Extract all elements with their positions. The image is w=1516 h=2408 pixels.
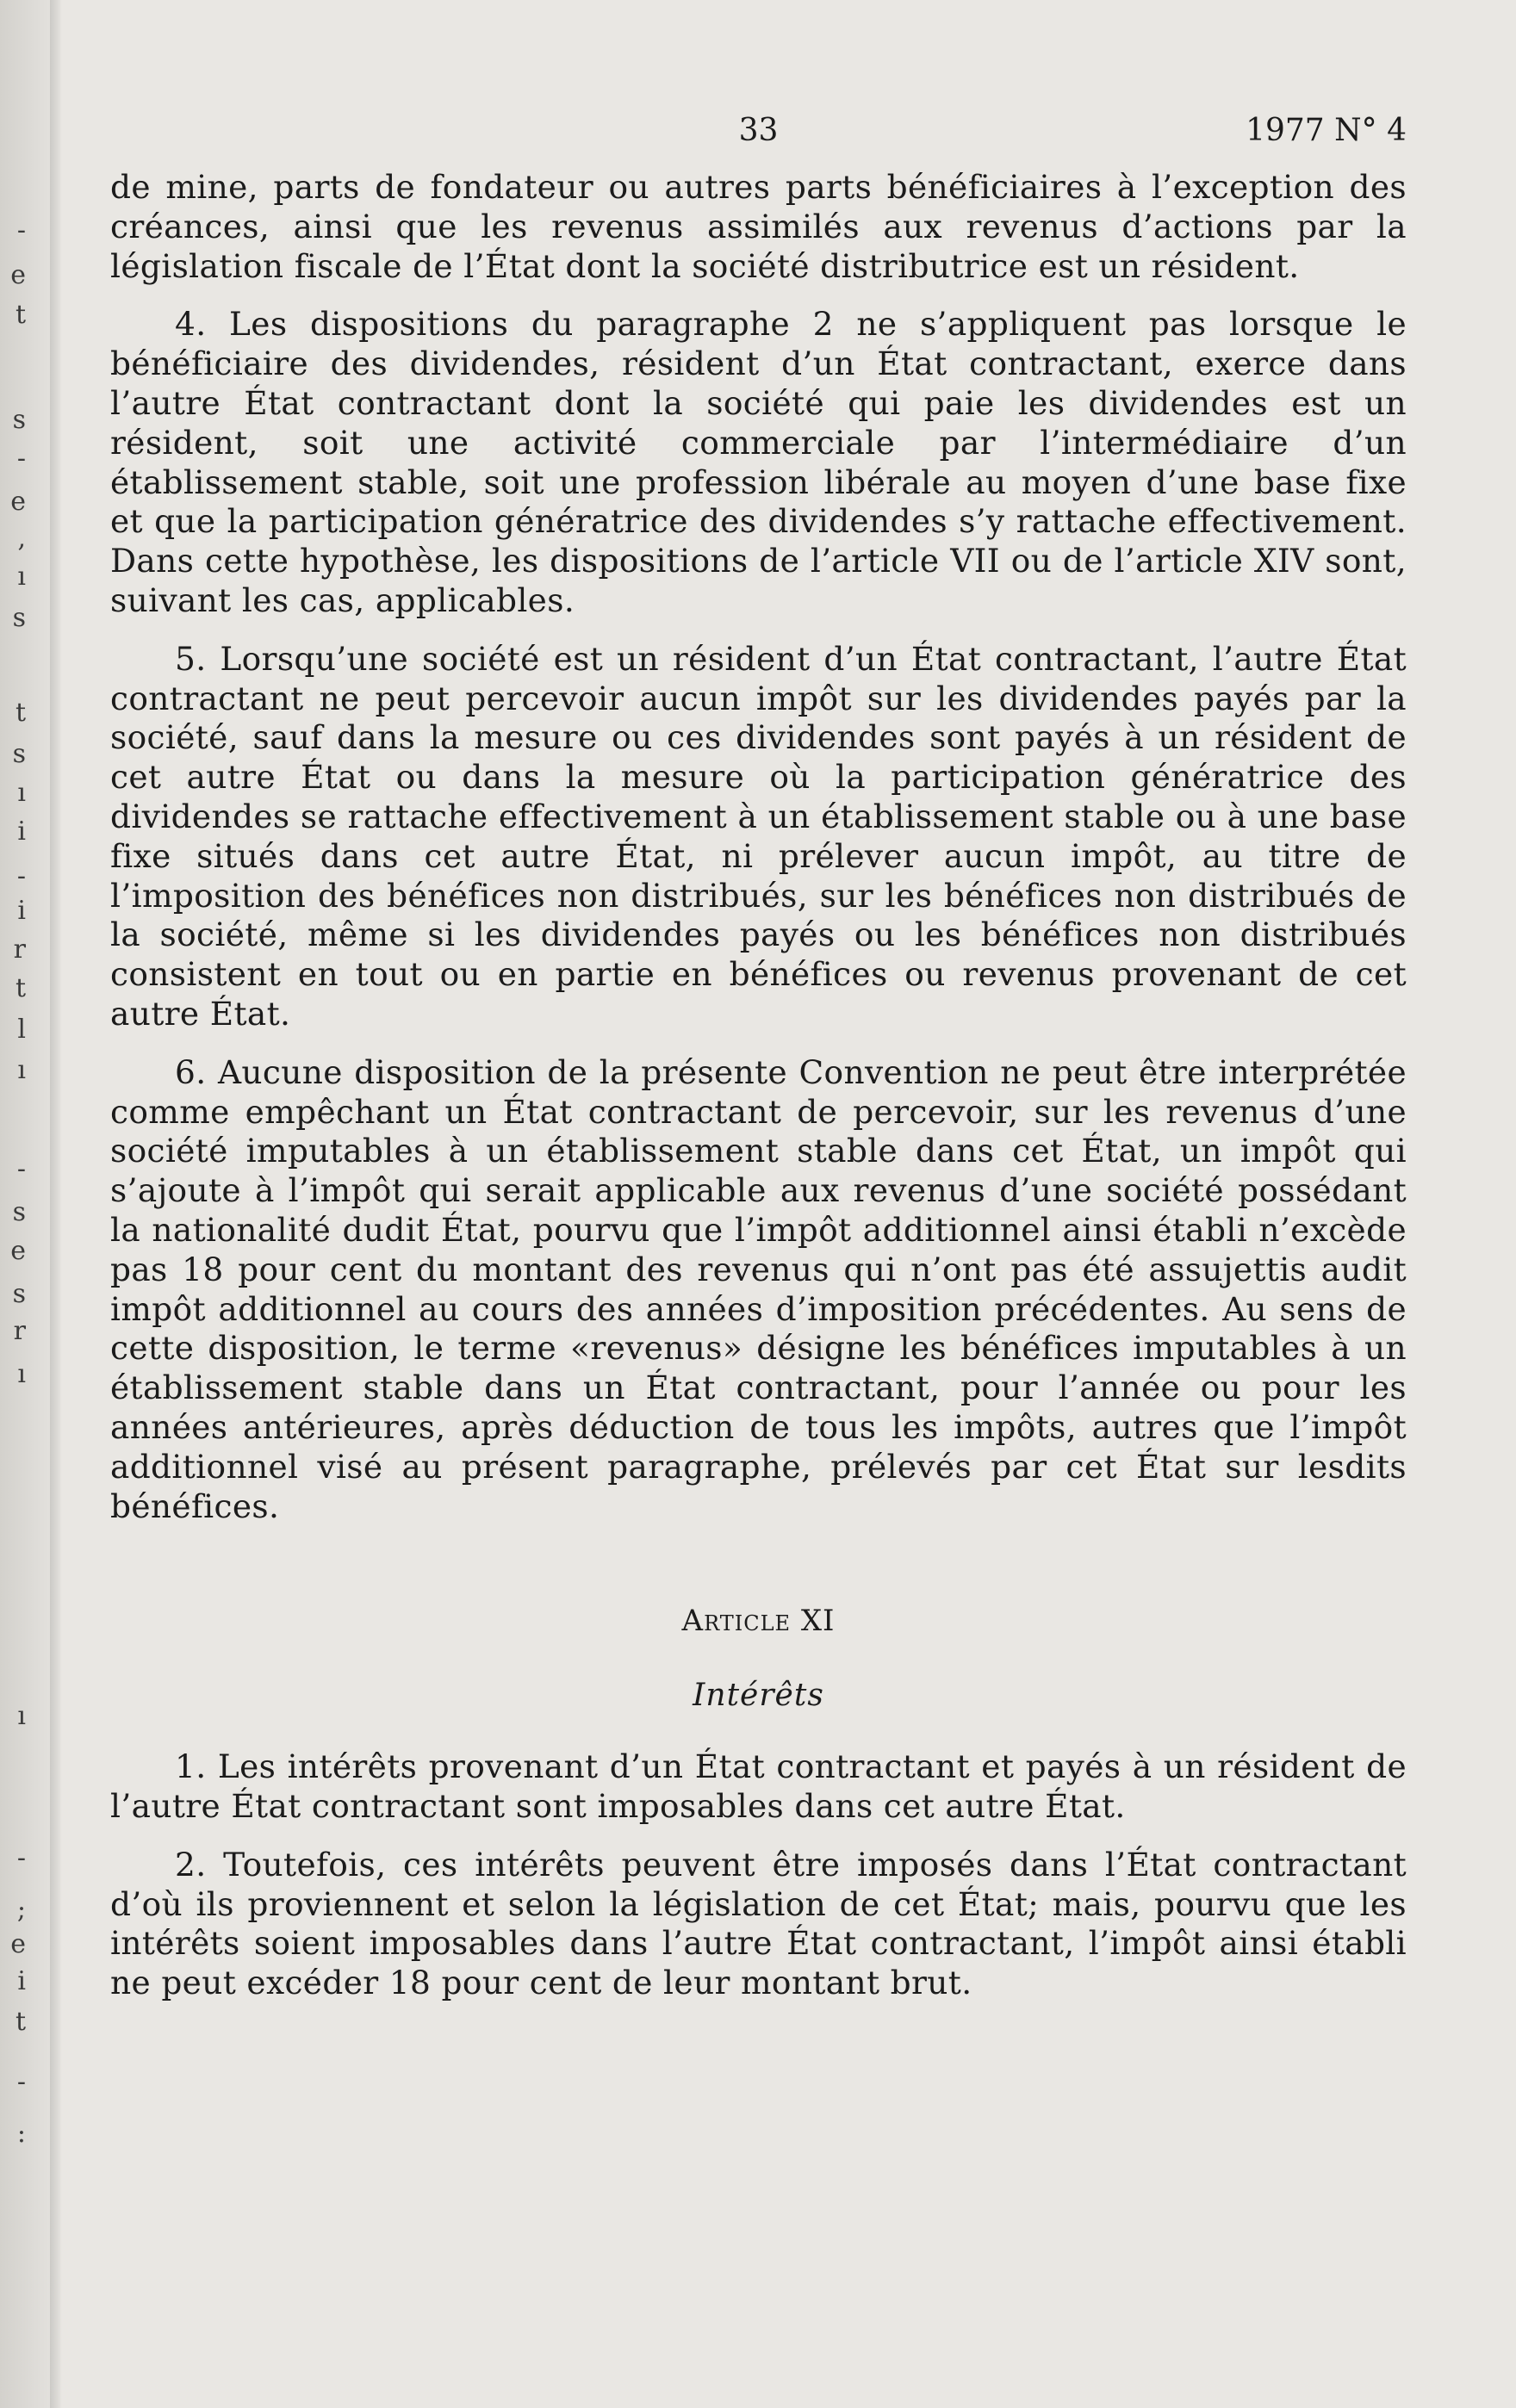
gutter-fragment: r (13, 934, 26, 965)
gutter-fragment: s (12, 603, 26, 633)
page-number: 33 (738, 113, 779, 148)
gutter-fragment: - (16, 1154, 26, 1184)
gutter-fragment: e (10, 487, 26, 517)
gutter-fragment: t (15, 300, 26, 330)
gutter-fragment: i (17, 816, 26, 847)
paragraph-3-continuation: de mine, parts de fondateur ou autres parts bénéficiaires à l’exception des créances, ainsi que les revenus assimilés aux revenus d’actions par la législation fiscale de l’État dont la société distributrice est un résident. (110, 168, 1407, 285)
gutter-fragment: t (15, 973, 26, 1003)
gazette-reference: 1977 N° 4 (1246, 113, 1407, 148)
gutter-fragment: t (15, 2007, 26, 2037)
gutter-fragment: i (17, 1966, 26, 1996)
gutter-fragment: s (12, 739, 26, 769)
gutter-fragment: ; (16, 1895, 26, 1925)
gutter-fragment: e (10, 1929, 26, 1959)
gutter-fragment: - (16, 444, 26, 474)
gutter-fragment: s (12, 405, 26, 435)
article-11-paragraph-1: 1. Les intérêts provenant d’un État contractant et payés à un résident de l’autre État contractant sont imposables dans cet autre État. (110, 1747, 1407, 1826)
article-heading: Article XI (681, 1604, 836, 1639)
gutter-fragment: ı (17, 562, 26, 592)
gutter-fragment: s (12, 1279, 26, 1309)
page-header (110, 108, 1407, 168)
article-11-paragraph-2: 2. Toutefois, ces intérêts peuvent être imposés dans l’État contractant d’où ils proviennent et selon la législation de cet État; mais, pourvu que les intérêts soient imposables dans l’autre État contractant, l’impôt ainsi établi ne peut excéder 18 pour cent de leur montant brut. (110, 1845, 1407, 2002)
gutter-fragment: s (12, 1197, 26, 1227)
binding-shadow (50, 0, 62, 2408)
gutter-fragment: t (15, 698, 26, 728)
gutter-fragment: - (16, 215, 26, 245)
gutter-fragment: e (10, 260, 26, 290)
gutter-fragment: e (10, 1236, 26, 1266)
gutter-fragment: - (16, 1843, 26, 1873)
gutter-fragment: , (17, 524, 26, 554)
gutter-fragment: ı (17, 1359, 26, 1389)
gutter-fragment: ı (17, 1055, 26, 1085)
gutter-fragment: ı (17, 778, 26, 808)
gutter-fragment: r (13, 1316, 26, 1346)
gutter-fragment: - (16, 2067, 26, 2097)
gutter-fragment: l (17, 1015, 26, 1045)
paragraph-5: 5. Lorsqu’une société est un résident d’un État contractant, l’autre État contractant ne peut percevoir aucun impôt sur les dividendes payés par la société, sauf dans la mesure ou ces dividendes sont payés à un résident de cet autre État ou dans la mesure où la participation génératrice des dividendes se rattache effectivement à un établissement stable ou à une base fixe situés dans cet autre État, ni prélever aucun impôt, au titre de l’imposition des bénéfices non distribués, sur les bénéfices non distribués de la société, même si les dividendes payés ou les bénéfices non distribués consistent en tout ou en partie en bénéfices ou revenus provenant de cet autre État. (110, 639, 1407, 1033)
document-page (110, 108, 1407, 2022)
gutter-fragment: i (17, 896, 26, 926)
article-title: Intérêts (693, 1678, 824, 1714)
gutter-fragment: ı (17, 1701, 26, 1731)
paragraph-6: 6. Aucune disposition de la présente Convention ne peut être interprétée comme empêchant un État contractant de percevoir, sur les revenus d’une société imputables à un établissement stable dans cet État, un impôt qui s’ajoute à l’impôt qui serait applicable aux revenus d’une société possédant la nationalité dudit État, pourvu que l’impôt additionnel ainsi établi n’excède pas 18 pour cent du montant des revenus qui n’ont pas été assujettis audit impôt additionnel au cours des années d’imposition précédentes. Au sens de cette disposition, le terme «revenus» désigne les bénéfices imputables à un établissement stable dans un État contractant, pour l’année ou pour les années antérieures, après déduction de tous les impôts, autres que l’impôt additionnel visé au présent paragraphe, prélevés par cet État sur lesdits bénéfices. (110, 1052, 1407, 1525)
paragraph-4: 4. Les dispositions du paragraphe 2 ne s’appliquent pas lorsque le bénéficiaire des dividendes, résident d’un État contractant, exerce dans l’autre État contractant dont la société qui paie les dividendes est un résident, soit une activité commerciale par l’intermédiaire d’un établissement stable, soit une profession libérale au moyen d’une base fixe et que la participation génératrice des dividendes s’y rattache effectivement. Dans cette hypothèse, les dispositions de l’article VII ou de l’article XIV sont, suivant les cas, applicables. (110, 305, 1407, 619)
gutter-fragment: : (16, 2119, 26, 2149)
gutter-fragment: - (16, 861, 26, 891)
